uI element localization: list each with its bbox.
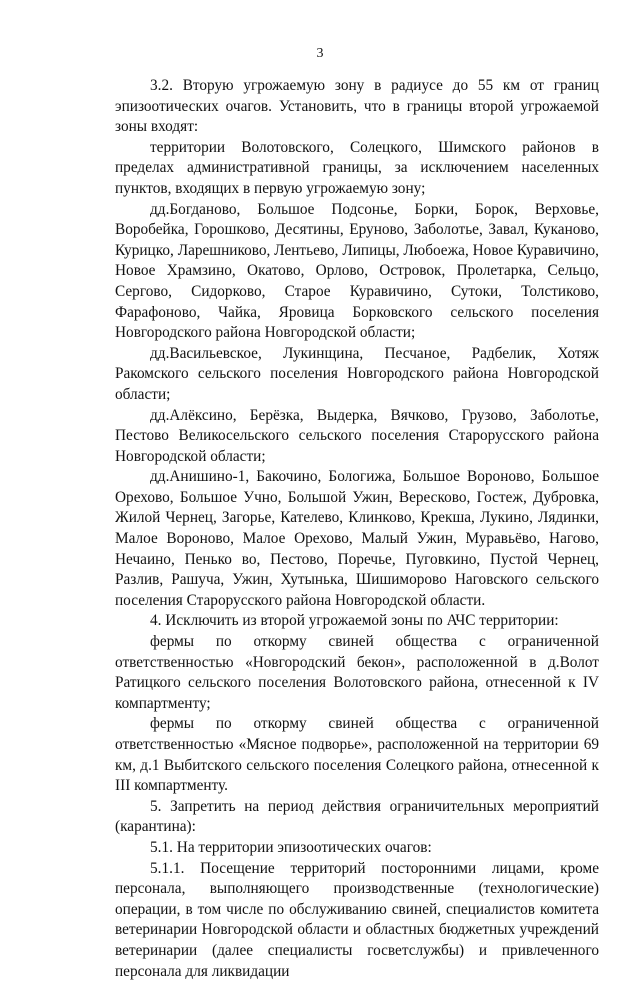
paragraph-5-1-1: 5.1.1. Посещение территорий посторонними лицами, кроме персонала, выполняющего производственные (технологические) операции, в том числе по обслуживанию свиней, специалистов комитета ветеринарии Новгородской области и областных бюджетных учреждений ветеринарии (далее специалисты госветслужбы) и привлеченного персонала для ликвидации [115,859,599,980]
paragraph-3-2: 3.2. Вторую угрожаемую зону в радиусе до 55 км от границ эпизоотических очагов. Установить, что в границы второй угрожаемой зоны входят: [115,77,599,136]
paragraph-territories: территории Волотовского, Солецкого, Шимского районов в пределах административной границы, за исключением населенных пунктов, входящих в первую угрожаемую зону; [115,138,599,197]
paragraph-borkovskoe-villages: дд.Богданово, Большое Подсонье, Борки, Борок, Верховье, Воробейка, Горошково, Десятины, Еруново, Заболотье, Завал, Куканово, Курицко, Ларешниково, Лентьево, Липицы, Любоежа, Новое Куравичино, Новое Храмзино, Окатово, Орлово, Островок, Пролетарка, Сельцо, Сергово, Сидорково, Старое Куравичино, Сутоки, Толстиково, Фарафоново, Чайка, Яровица Борковского сельского поселения Новгородского района Новгородской области; [115,200,599,342]
paragraph-myasnoe-podvorie-farm: фермы по откорму свиней общества с ограниченной ответственностью «Мясное подворье», расположенной на территории 69 км, д.1 Выбитского сельского поселения Солецкого района, отнесенной к III компартменту. [115,715,599,795]
paragraph-nagovskoe-villages: дд.Анишино-1, Бакочино, Бологижа, Большое Вороново, Большое Орехово, Большое Учно, Большой Ужин, Вересково, Гостеж, Дубровка, Жилой Чернец, Загорье, Кателево, Клинково, Крекша, Лукино, Лядинки, Малое Вороново, Малое Орехово, Малый Ужин, Муравьёво, Нагово, Нечаино, Пенько во, Пестово, Поречье, Пуговкино, Пустой Чернец, Разлив, Рашуча, Ужин, Хутынька, Шишиморово Наговского сельского поселения Старорусского района Новгородской области. [115,468,599,609]
paragraph-rakomskoe-villages: дд.Васильевское, Лукинщина, Песчаное, Радбелик, Хотяж Ракомского сельского поселения Новгородского района Новгородской области; [115,344,599,403]
document-body [115,76,599,982]
paragraph-4: 4. Исключить из второй угрожаемой зоны по АЧС территории: [150,612,559,630]
paragraph-novgorod-bacon-farm: фермы по откорму свиней общества с ограниченной ответственностью «Новгородский бекон», расположенной в д.Волот Ратицкого сельского поселения Волотовского района, отнесенной к IV компартменту; [115,633,599,712]
paragraph-5-1: 5.1. На территории эпизоотических очагов: [150,838,432,856]
paragraph-5: 5. Запретить на период действия ограничительных мероприятий (карантина): [115,797,599,836]
page-number: 3 [316,46,324,61]
paragraph-velikoselskoe-villages: дд.Алёксино, Берёзка, Выдерка, Вячково, Грузово, Заболотье, Пестово Великосельского сельского поселения Старорусского района Новгородской области; [115,406,599,465]
